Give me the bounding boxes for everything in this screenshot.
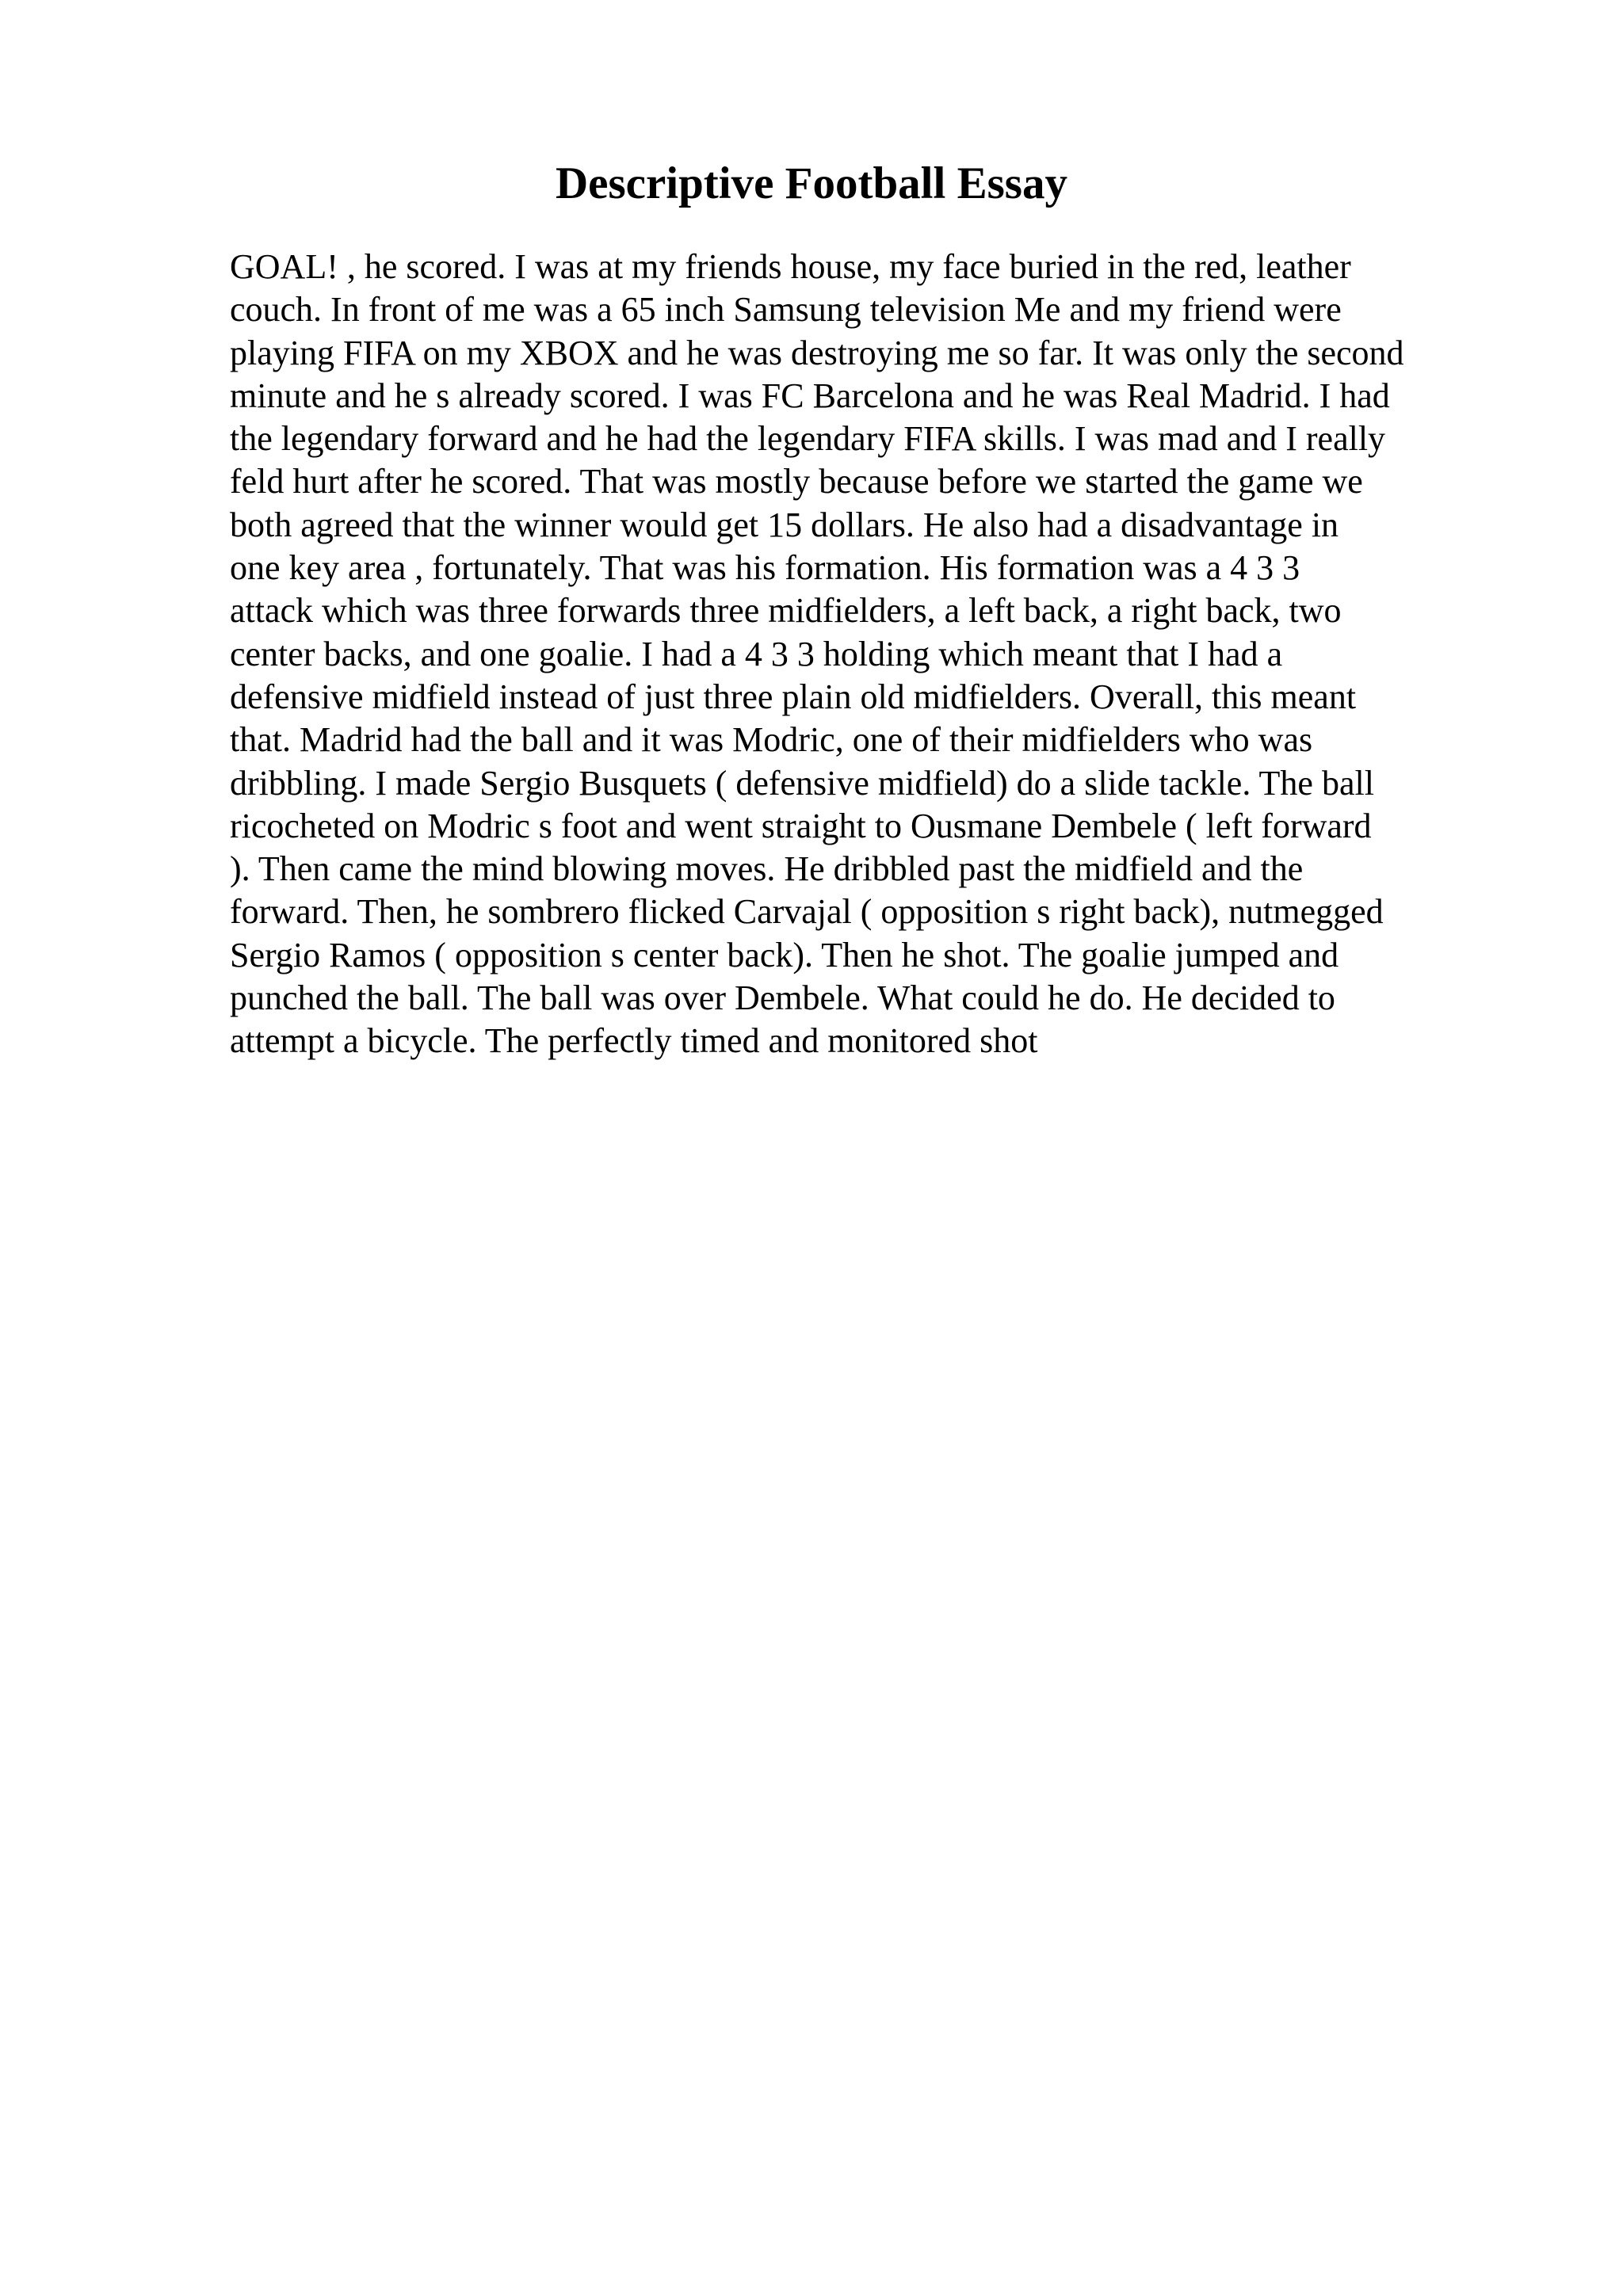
essay-line: attack which was three forwards three midfielders, a left back, a right back, two (230, 591, 1342, 631)
essay-line: attempt a bicycle. The perfectly timed and monitored shot (230, 1021, 1038, 1061)
page-title: Descriptive Football Essay (556, 158, 1067, 208)
essay-line: dribbling. I made Sergio Busquets ( defensive midfield) do a slide tackle. The ball (230, 763, 1374, 803)
essay-line: punched the ball. The ball was over Dembele. What could he do. He decided to (230, 978, 1335, 1018)
essay-line: ). Then came the mind blowing moves. He dribbled past the midfield and the (230, 849, 1304, 889)
essay-line: feld hurt after he scored. That was mostly because before we started the game we (230, 462, 1363, 502)
essay-line: center backs, and one goalie. I had a 4 3 3 holding which meant that I had a (230, 634, 1283, 673)
essay-line: couch. In front of me was a 65 inch Samsung television Me and my friend were (230, 290, 1342, 330)
essay-line: that. Madrid had the ball and it was Modric, one of their midfielders who was (230, 720, 1313, 760)
essay-line: forward. Then, he sombrero flicked Carvajal ( opposition s right back), nutmegged (230, 892, 1384, 932)
essay-line: GOAL! , he scored. I was at my friends house, my face buried in the red, leather (230, 247, 1351, 286)
essay-line: minute and he s already scored. I was FC Barcelona and he was Real Madrid. I had (230, 376, 1390, 415)
essay-line: the legendary forward and he had the legendary FIFA skills. I was mad and I really (230, 419, 1386, 459)
essay-line: ricocheted on Modric s foot and went straight to Ousmane Dembele ( left forward (230, 806, 1372, 845)
essay-body (230, 246, 1514, 1063)
essay-line: Sergio Ramos ( opposition s center back). Then he shot. The goalie jumped and (230, 935, 1339, 974)
essay-line: both agreed that the winner would get 15 dollars. He also had a disadvantage in (230, 505, 1339, 544)
essay-line: one key area , fortunately. That was his formation. His formation was a 4 3 3 (230, 548, 1300, 588)
essay-line: playing FIFA on my XBOX and he was destroying me so far. It was only the second (230, 333, 1404, 372)
essay-line: defensive midfield instead of just three plain old midfielders. Overall, this meant (230, 677, 1357, 716)
